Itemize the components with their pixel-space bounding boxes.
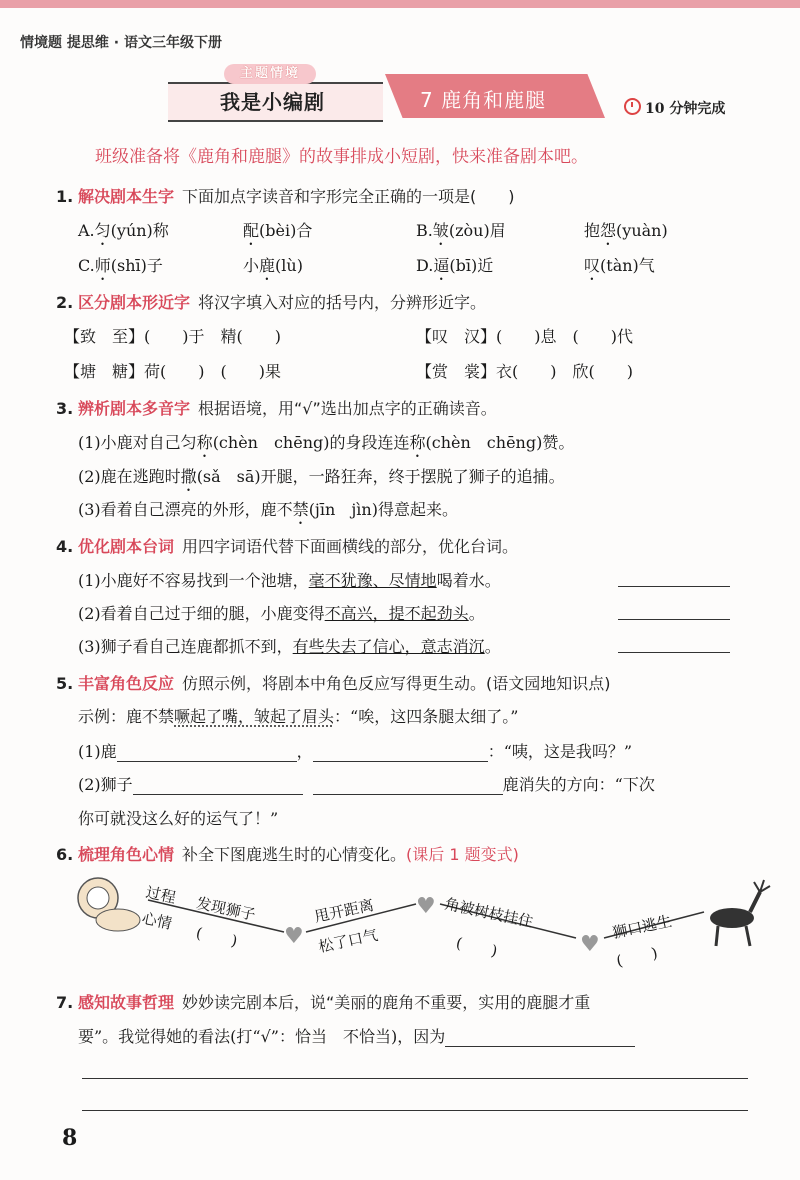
dotted-char: 皱 (432, 221, 449, 240)
dotted-char: 叹 (584, 256, 601, 275)
theme-title: 我是小编剧 (220, 90, 325, 114)
text: 要”。我觉得她的看法(打“√”：恰当 不恰当)，因为 (78, 1027, 446, 1046)
answer-blank-5-2b[interactable] (313, 778, 503, 795)
mood-flow-diagram (56, 872, 776, 982)
option-d-2 (584, 253, 655, 284)
dotted-char: 撒 (180, 467, 197, 486)
char-pair-4[interactable]: 【赏 裳】衣( ) 欣( ) (416, 362, 633, 381)
mood-blank-4[interactable]: ( ) (614, 943, 660, 971)
option-c[interactable] (78, 253, 163, 284)
text: ：“咦，这是我吗？” (487, 742, 633, 761)
mood-blank-1[interactable]: ( ) (194, 923, 240, 951)
time-limit (624, 98, 725, 118)
dotted-char: 禁 (292, 500, 309, 519)
question-5 (56, 671, 611, 694)
q-number: 2. (56, 293, 74, 312)
clock-icon (624, 98, 641, 115)
pinyin-choices: (chèn chēng)的身段连连 (212, 433, 410, 452)
q5-line-1 (78, 739, 632, 762)
q-hint: (课后 1 题变式) (406, 845, 519, 864)
pinyin: (tàn)气 (600, 256, 655, 275)
char-pair-1[interactable]: 【致 至】( )于 精( ) (64, 327, 281, 346)
answer-blank-4-3[interactable] (618, 636, 730, 653)
step-2: 甩开距离 (312, 895, 376, 927)
q-label: 丰富角色反应 (78, 674, 175, 693)
underlined-phrase: 有些失去了信心，意志消沉 (292, 637, 485, 656)
dotted-char: 称 (409, 433, 426, 452)
book-title: 情境题 提思维 · 语文三年级下册 (20, 35, 222, 51)
pinyin: (zòu)眉 (448, 221, 506, 240)
answer-blank-4-2[interactable] (618, 603, 730, 620)
q5-example (78, 704, 518, 727)
lion-icon (78, 878, 140, 931)
step-2-mood: 松了口气 (316, 925, 380, 957)
text: (1)小鹿好不容易找到一个池塘， (78, 571, 309, 590)
char-pair-2[interactable]: 【叹 汉】( )息 ( )代 (416, 327, 633, 346)
pinyin-choices: (chèn chēng)赞。 (425, 433, 575, 452)
q3-line-1[interactable] (78, 430, 574, 461)
q-label: 辨析剧本多音字 (78, 399, 191, 418)
text: (2)看着自己过于细的腿，小鹿变得 (78, 604, 325, 623)
question-3 (56, 396, 497, 419)
pinyin-choices: (sǎ sā)开腿，一路狂奔，终于摆脱了狮子的追捕。 (196, 467, 565, 486)
option-b-2 (584, 218, 668, 249)
answer-blank-4-1[interactable] (618, 570, 730, 587)
q4-line-2 (78, 601, 485, 624)
dotted-char: 鹿 (259, 256, 276, 275)
text: 鹿消失的方向：“下次 (502, 775, 655, 794)
dotted-char: 称 (196, 433, 213, 452)
q-text: 仿照示例，将剧本中角色反应写得更生动。 (182, 674, 487, 693)
pinyin: (shī)子 (110, 256, 163, 275)
theme-tag: 主题情境 (224, 64, 316, 84)
text: (1)小鹿对自己匀 (78, 433, 197, 452)
text: 喝着水。 (436, 571, 501, 590)
heart-icon: ♥ (284, 924, 304, 949)
text: 示例：鹿不禁 (78, 707, 175, 726)
q-number: 5. (56, 674, 74, 693)
deer-icon (710, 880, 770, 946)
dotted-char: 师 (94, 256, 111, 275)
text: (2)鹿在逃跑时 (78, 467, 181, 486)
pinyin: (yún)称 (110, 221, 169, 240)
heart-icon: ♥ (580, 932, 600, 957)
intro-text: 班级准备将《鹿角和鹿腿》的故事排成小短剧，快来准备剧本吧。 (95, 147, 588, 167)
q-text: 根据语境，用“√”选出加点字的正确读音。 (198, 399, 497, 418)
q-hint: (语文园地知识点) (486, 674, 611, 693)
q4-line-3 (78, 634, 501, 657)
question-4 (56, 534, 518, 557)
q-label: 区分剧本形近字 (78, 293, 191, 312)
option-d[interactable] (416, 253, 493, 284)
option-b[interactable] (416, 218, 506, 249)
q-text: 用四字词语代替下面画横线的部分，优化台词。 (182, 537, 519, 556)
dotted-char: 逼 (433, 256, 450, 275)
process-label: 过程 (144, 883, 178, 907)
q-label: 解决剧本生字 (78, 187, 175, 206)
char: 小 (243, 256, 260, 275)
mood-blank-3[interactable]: ( ) (454, 933, 500, 961)
q-number: 7. (56, 993, 74, 1012)
q-text: 妙妙读完剧本后，说“美丽的鹿角不重要，实用的鹿腿才重 (182, 993, 591, 1012)
page-number: 8 (62, 1125, 78, 1151)
dotted-char: 匀 (94, 221, 111, 240)
q7-line-2 (78, 1024, 635, 1047)
dotted-char: 配 (243, 221, 260, 240)
q-number: 4. (56, 537, 74, 556)
question-7 (56, 990, 590, 1013)
pinyin: (yuàn) (616, 221, 668, 240)
text: ， (296, 742, 313, 761)
text: (3)狮子看自己连鹿都抓不到， (78, 637, 293, 656)
option-a[interactable] (78, 218, 169, 249)
question-6 (56, 842, 519, 865)
q-text: 补全下图鹿逃生时的心情变化。 (182, 845, 407, 864)
q-number: 6. (56, 845, 74, 864)
char-pair-3[interactable]: 【塘 糖】荷( ) ( )果 (64, 362, 281, 381)
text: (1)鹿 (78, 742, 117, 761)
lesson-title: 7 鹿角和鹿腿 (420, 88, 547, 112)
q-number: 3. (56, 399, 74, 418)
q-number: 1. (56, 187, 74, 206)
question-2 (56, 290, 486, 313)
opt-letter: D. (416, 256, 434, 275)
underlined-phrase: 不高兴，提不起劲头 (324, 604, 469, 623)
q-label: 优化剧本台词 (78, 537, 175, 556)
answer-blank-5-2a[interactable] (133, 778, 303, 795)
pinyin: (bī)近 (449, 256, 494, 275)
text: 。 (484, 637, 501, 656)
writing-line-1[interactable] (82, 1078, 748, 1079)
q3-line-3[interactable] (78, 497, 458, 528)
section-header (160, 62, 780, 124)
option-c-2 (243, 253, 303, 284)
pinyin: (lù) (275, 256, 303, 275)
text: 。 (468, 604, 485, 623)
step-1: 发现狮子 (194, 893, 258, 925)
underlined-phrase: 毫不犹豫、尽情地 (308, 571, 437, 590)
q-text: 下面加点字读音和字形完全正确的一项是( ) (182, 187, 515, 206)
top-strip (0, 0, 800, 8)
option-a-2 (243, 218, 312, 249)
answer-blank-5-1a[interactable] (117, 745, 297, 762)
answer-blank-7-1[interactable] (445, 1030, 635, 1047)
opt-letter: B. (416, 221, 433, 240)
char: 抱 (584, 221, 601, 240)
heart-icon: ♥ (416, 894, 436, 919)
dotted-phrase: 噘起了嘴，皱起了眉头 (174, 707, 335, 726)
q4-line-1 (78, 568, 501, 591)
text: (3)看着自己漂亮的外形，鹿不 (78, 500, 293, 519)
question-1 (56, 184, 515, 207)
q-text: 将汉字填入对应的括号内，分辨形近字。 (198, 293, 487, 312)
q5-line-3: 你可就没这么好的运气了！” (78, 809, 279, 828)
q-label: 梳理角色心情 (78, 845, 175, 864)
pinyin-choices: (jīn jìn)得意起来。 (308, 500, 458, 519)
q-label: 感知故事哲理 (78, 993, 175, 1012)
q3-line-2[interactable] (78, 464, 565, 495)
q5-line-2 (78, 772, 655, 795)
opt-letter: C. (78, 256, 95, 275)
time-text: 10 分钟完成 (645, 101, 726, 117)
text: (2)狮子 (78, 775, 133, 794)
answer-blank-5-1b[interactable] (313, 745, 488, 762)
dotted-char: 怨 (600, 221, 617, 240)
writing-line-2[interactable] (82, 1110, 748, 1111)
step-3: 角被树枝挂住 (443, 894, 535, 932)
opt-letter: A. (78, 221, 95, 240)
pinyin: (bèi)合 (259, 221, 313, 240)
text: ：“唉，这四条腿太细了。” (334, 707, 519, 726)
mood-label: 心情 (140, 909, 174, 933)
step-4: 狮口逃生 (610, 911, 674, 943)
